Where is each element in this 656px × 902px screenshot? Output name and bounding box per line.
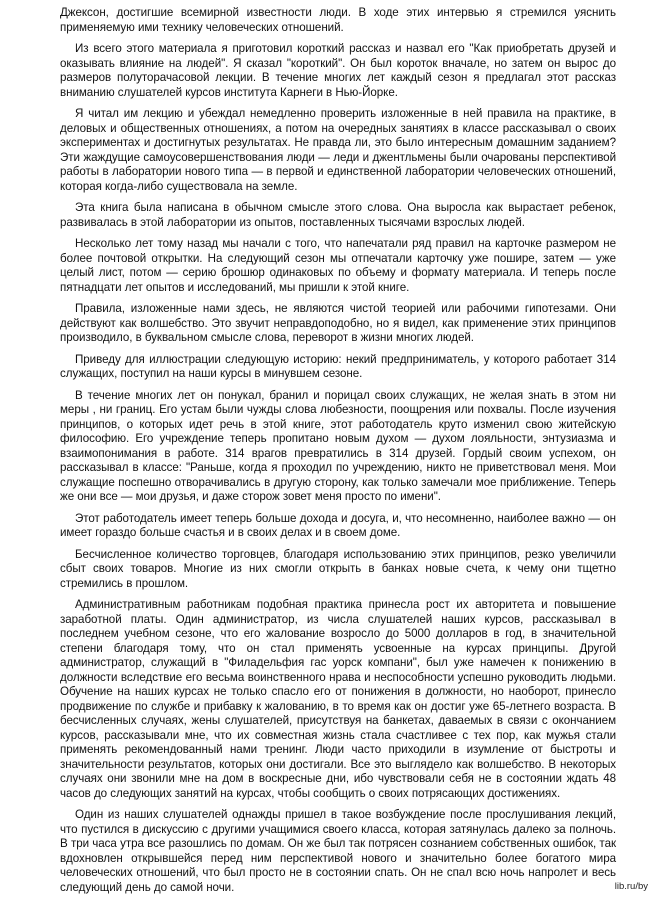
paragraph-3: Я читал им лекцию и убеждал немедленно проверить изложенные в ней правила на практике, в деловых и общественных отношениях, а потом на очередных занятиях в классе рассказывал о своих экспериментах и достигнутых результатах. Не правда ли, это было интересным домашним заданием? Эти жаждущие самоусовершенствования люди — леди и джентльмены были очарованы перспективой работы в лаборатории нового типа — в первой и единственной лаборатории человеческих отношений, которая когда-либо существовала на земле. xyxy=(60,107,616,193)
paragraph-7: Приведу для иллюстрации следующую историю: некий предприниматель, у которого работает 314 служащих, поступил на наши курсы в минувшем сезоне. xyxy=(60,352,616,380)
paragraph-10: Бесчисленное количество торговцев, благодаря использованию этих принципов, резко увеличили сбыт своих товаров. Многие из них смогли открыть в банках новые счета, к чему они тщетно стремились в прошлом. xyxy=(60,547,616,590)
paragraph-9: Этот работодатель имеет теперь больше дохода и досуга, и, что несомненно, наиболее важно — он имеет гораздо больше счастья и в своих делах и в своем доме. xyxy=(60,511,616,539)
paragraph-6: Правила, изложенные нами здесь, не являются чистой теорией или рабочими гипотезами. Они действуют как волшебство. Это звучит неправдоподобно, но я видел, как применение этих принципов производило, в буквальном смысле слова, переворот в жизни многих людей. xyxy=(60,302,616,344)
document-page xyxy=(60,6,616,902)
paragraph-12: Один из наших слушателей однажды пришел в такое возбуждение после прослушивания лекций, что пустился в дискуссию с другими учащимися своего класса, которая затянулась далеко за полночь. В три часа утра все разошлись по домам. Он же был так потрясен сознанием собственных ошибок, так вдохновлен открывшейся перед ним перспективой нового и значительно более богатого мира человеческих отношений, что был просто не в состоянии спать. Он не спал всю ночь напролет и весь следующий день до самой ночи. xyxy=(60,808,616,894)
watermark-text: lib.ru/by xyxy=(614,881,648,892)
paragraph-8: В течение многих лет он понукал, бранил и порицал своих служащих, не желая знать в этом ни меры , ни границ. Его устам были чужды слова любезности, поощрения или похвалы. После изучения принципов, о которых идет речь в этой книге, этот работодатель круто изменил свою житейскую философию. Его учреждение теперь пропитано новым духом — духом лояльности, энтузиазма и взаимопонимания в работе. 314 врагов превратились в 314 друзей. Гордый своим успехом, он рассказывал в классе: "Раньше, когда я проходил по учреждению, никто не приветствовал меня. Мои служащие поспешно отворачивались в другую сторону, как только замечали мое приближение. Теперь же они все — мои друзья, и даже сторож зовет меня просто по имени". xyxy=(60,388,616,503)
paragraph-4: Эта книга была написана в обычном смысле этого слова. Она выросла как вырастает ребенок, развивалась в этой лаборатории из опытов, поставленных тысячами взрослых людей. xyxy=(60,201,616,229)
paragraph-5: Несколько лет тому назад мы начали с того, что напечатали ряд правил на карточке размером не более почтовой открытки. На следующий сезон мы отпечатали карточку уже пошире, затем — уже целый лист, потом — серию брошюр одинаковых по объему и формату материала. И теперь после пятнадцати лет опытов и исследований, мы пришли к этой книге. xyxy=(60,237,616,294)
paragraph-1: Джексон, достигшие всемирной известности люди. В ходе этих интервью я стремился уяснить применяемую ими технику человеческих отношений. xyxy=(60,6,616,34)
paragraph-2: Из всего этого материала я приготовил короткий рассказ и назвал его "Как приобретать друзей и оказывать влияние на людей". Я сказал "короткий". Он был короток вначале, но затем он вырос до размеров полуторачасовой лекции. В течение многих лет каждый сезон я предлагал этот рассказ вниманию слушателей курсов института Карнеги в Нью-Йорке. xyxy=(60,42,616,99)
paragraph-11: Административным работникам подобная практика принесла рост их авторитета и повышение заработной платы. Один администратор, из числа слушателей наших курсов, рассказывал в последнем учебном сезоне, что его жалование возросло до 5000 долларов в год, в значительной степени благодаря тому, что он стал применять усвоенные на курсах принципы. Другой администратор, служащий в "Филадельфия гас уорск компани", был уже намечен к понижению в должности вследствие его весьма воинственного нрава и неспособности успешно руководить людьми. Обучение на наших курсах не только спасло его от понижения в должности, но наоборот, принесло продвижение по службе и прибавку к жалованию, в то время как он достиг уже 65-летнего возраста. В бесчисленных случаях, жены слушателей, присутствуя на банкетах, даваемых в связи с окончанием курсов, рассказывали мне, что их совместная жизнь стала счастливее с тех пор, как мужья стали применять рекомендованный нами тренинг. Люди часто приходили в изумление от быстроты и значительности результатов, которых они достигали. Все это выглядело как волшебство. В некоторых случаях они звонили мне на дом в воскресные дни, ибо чувствовали себя не в состоянии ждать 48 часов до следующих занятий на курсах, чтобы сообщить о своих потрясающих достижениях. xyxy=(60,598,616,800)
